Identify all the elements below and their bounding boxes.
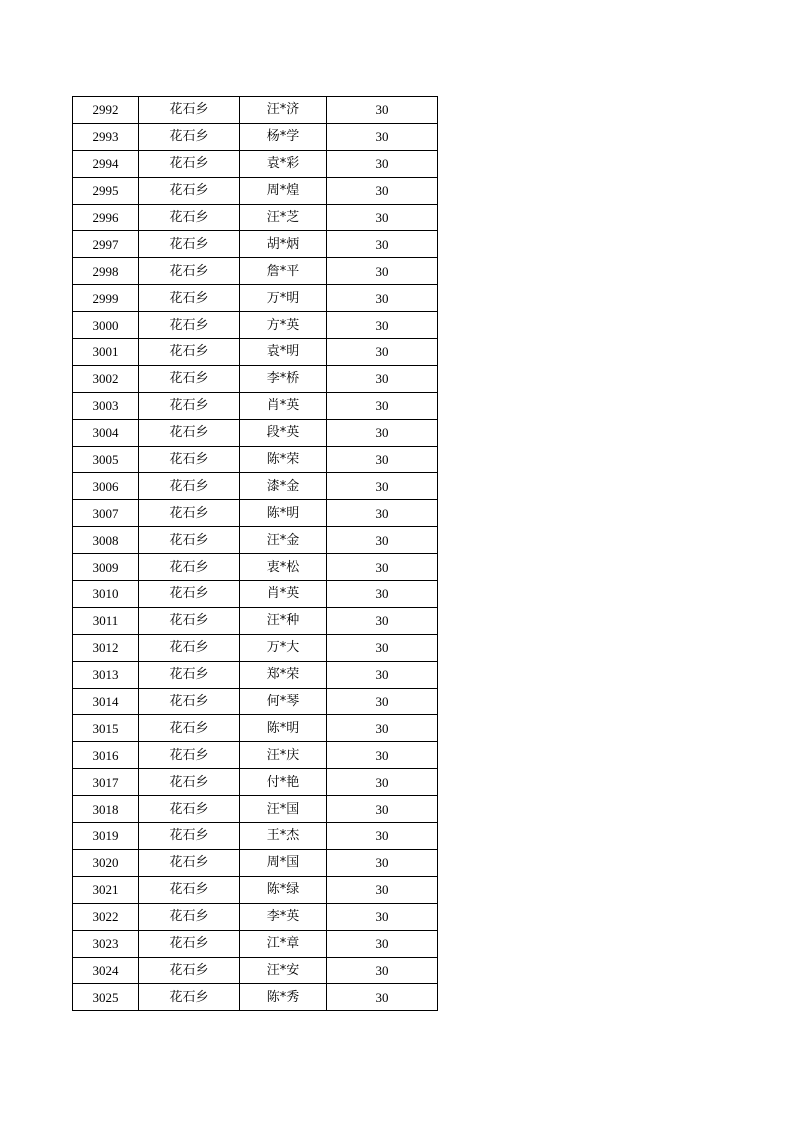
township-cell: 花石乡: [139, 876, 240, 903]
table-row: [73, 258, 438, 285]
person-name-cell: 陈*荣: [240, 446, 327, 473]
township-cell: 花石乡: [139, 419, 240, 446]
person-name-cell: 胡*炳: [240, 231, 327, 258]
table-row: [73, 312, 438, 339]
serial-number-cell: 3021: [73, 876, 139, 903]
person-name-cell: 杨*学: [240, 123, 327, 150]
person-name-cell: 陈*明: [240, 715, 327, 742]
person-name-cell: 方*英: [240, 312, 327, 339]
amount-cell: 30: [327, 876, 438, 903]
person-name-cell: 郑*荣: [240, 661, 327, 688]
amount-cell: 30: [327, 231, 438, 258]
amount-cell: 30: [327, 419, 438, 446]
township-cell: 花石乡: [139, 554, 240, 581]
serial-number-cell: 3024: [73, 957, 139, 984]
serial-number-cell: 2992: [73, 97, 139, 124]
table-row: [73, 419, 438, 446]
table-row: [73, 715, 438, 742]
amount-cell: 30: [327, 123, 438, 150]
serial-number-cell: 3002: [73, 365, 139, 392]
person-name-cell: 江*章: [240, 930, 327, 957]
roster-table: [72, 96, 438, 1011]
serial-number-cell: 3019: [73, 823, 139, 850]
amount-cell: 30: [327, 285, 438, 312]
amount-cell: 30: [327, 769, 438, 796]
table-row: [73, 688, 438, 715]
person-name-cell: 袁*彩: [240, 150, 327, 177]
township-cell: 花石乡: [139, 392, 240, 419]
serial-number-cell: 2995: [73, 177, 139, 204]
table-row: [73, 796, 438, 823]
serial-number-cell: 3016: [73, 742, 139, 769]
serial-number-cell: 3005: [73, 446, 139, 473]
person-name-cell: 周*煌: [240, 177, 327, 204]
serial-number-cell: 3013: [73, 661, 139, 688]
township-cell: 花石乡: [139, 312, 240, 339]
person-name-cell: 衷*松: [240, 554, 327, 581]
township-cell: 花石乡: [139, 150, 240, 177]
township-cell: 花石乡: [139, 742, 240, 769]
person-name-cell: 李*桥: [240, 365, 327, 392]
person-name-cell: 汪*安: [240, 957, 327, 984]
person-name-cell: 陈*明: [240, 500, 327, 527]
table-row: [73, 123, 438, 150]
township-cell: 花石乡: [139, 473, 240, 500]
amount-cell: 30: [327, 957, 438, 984]
serial-number-cell: 3018: [73, 796, 139, 823]
person-name-cell: 肖*英: [240, 581, 327, 608]
serial-number-cell: 3012: [73, 634, 139, 661]
township-cell: 花石乡: [139, 661, 240, 688]
serial-number-cell: 2993: [73, 123, 139, 150]
serial-number-cell: 3023: [73, 930, 139, 957]
amount-cell: 30: [327, 607, 438, 634]
township-cell: 花石乡: [139, 527, 240, 554]
serial-number-cell: 3022: [73, 903, 139, 930]
table-row: [73, 984, 438, 1011]
person-name-cell: 付*艳: [240, 769, 327, 796]
township-cell: 花石乡: [139, 607, 240, 634]
table-row: [73, 849, 438, 876]
amount-cell: 30: [327, 392, 438, 419]
serial-number-cell: 2999: [73, 285, 139, 312]
township-cell: 花石乡: [139, 500, 240, 527]
amount-cell: 30: [327, 930, 438, 957]
table-row: [73, 876, 438, 903]
table-row: [73, 500, 438, 527]
amount-cell: 30: [327, 688, 438, 715]
table-row: [73, 634, 438, 661]
person-name-cell: 詹*平: [240, 258, 327, 285]
amount-cell: 30: [327, 500, 438, 527]
table-row: [73, 150, 438, 177]
table-row: [73, 742, 438, 769]
person-name-cell: 陈*绿: [240, 876, 327, 903]
table-row: [73, 204, 438, 231]
amount-cell: 30: [327, 339, 438, 366]
person-name-cell: 王*杰: [240, 823, 327, 850]
table-row: [73, 97, 438, 124]
person-name-cell: 李*英: [240, 903, 327, 930]
amount-cell: 30: [327, 581, 438, 608]
person-name-cell: 汪*国: [240, 796, 327, 823]
table-row: [73, 231, 438, 258]
person-name-cell: 万*大: [240, 634, 327, 661]
person-name-cell: 汪*金: [240, 527, 327, 554]
amount-cell: 30: [327, 984, 438, 1011]
table-row: [73, 446, 438, 473]
person-name-cell: 周*国: [240, 849, 327, 876]
township-cell: 花石乡: [139, 688, 240, 715]
township-cell: 花石乡: [139, 446, 240, 473]
table-row: [73, 769, 438, 796]
serial-number-cell: 3015: [73, 715, 139, 742]
township-cell: 花石乡: [139, 903, 240, 930]
amount-cell: 30: [327, 742, 438, 769]
amount-cell: 30: [327, 849, 438, 876]
serial-number-cell: 3014: [73, 688, 139, 715]
table-row: [73, 607, 438, 634]
person-name-cell: 袁*明: [240, 339, 327, 366]
table-row: [73, 581, 438, 608]
township-cell: 花石乡: [139, 769, 240, 796]
township-cell: 花石乡: [139, 823, 240, 850]
township-cell: 花石乡: [139, 796, 240, 823]
serial-number-cell: 2994: [73, 150, 139, 177]
township-cell: 花石乡: [139, 715, 240, 742]
serial-number-cell: 2996: [73, 204, 139, 231]
township-cell: 花石乡: [139, 849, 240, 876]
township-cell: 花石乡: [139, 258, 240, 285]
amount-cell: 30: [327, 177, 438, 204]
serial-number-cell: 3011: [73, 607, 139, 634]
table-row: [73, 527, 438, 554]
table-row: [73, 392, 438, 419]
township-cell: 花石乡: [139, 204, 240, 231]
township-cell: 花石乡: [139, 339, 240, 366]
amount-cell: 30: [327, 903, 438, 930]
township-cell: 花石乡: [139, 581, 240, 608]
table-row: [73, 339, 438, 366]
table-row: [73, 661, 438, 688]
amount-cell: 30: [327, 823, 438, 850]
serial-number-cell: 2998: [73, 258, 139, 285]
table-row: [73, 177, 438, 204]
person-name-cell: 漆*金: [240, 473, 327, 500]
table-row: [73, 285, 438, 312]
serial-number-cell: 3025: [73, 984, 139, 1011]
serial-number-cell: 3004: [73, 419, 139, 446]
serial-number-cell: 3000: [73, 312, 139, 339]
serial-number-cell: 3006: [73, 473, 139, 500]
person-name-cell: 汪*芝: [240, 204, 327, 231]
serial-number-cell: 3008: [73, 527, 139, 554]
table-row: [73, 365, 438, 392]
serial-number-cell: 3001: [73, 339, 139, 366]
amount-cell: 30: [327, 473, 438, 500]
serial-number-cell: 3007: [73, 500, 139, 527]
serial-number-cell: 2997: [73, 231, 139, 258]
person-name-cell: 何*琴: [240, 688, 327, 715]
table-row: [73, 957, 438, 984]
table-row: [73, 823, 438, 850]
person-name-cell: 陈*秀: [240, 984, 327, 1011]
person-name-cell: 汪*济: [240, 97, 327, 124]
amount-cell: 30: [327, 796, 438, 823]
amount-cell: 30: [327, 204, 438, 231]
amount-cell: 30: [327, 554, 438, 581]
township-cell: 花石乡: [139, 930, 240, 957]
township-cell: 花石乡: [139, 984, 240, 1011]
amount-cell: 30: [327, 661, 438, 688]
amount-cell: 30: [327, 150, 438, 177]
serial-number-cell: 3017: [73, 769, 139, 796]
amount-cell: 30: [327, 258, 438, 285]
township-cell: 花石乡: [139, 365, 240, 392]
amount-cell: 30: [327, 312, 438, 339]
person-name-cell: 肖*英: [240, 392, 327, 419]
person-name-cell: 万*明: [240, 285, 327, 312]
amount-cell: 30: [327, 527, 438, 554]
table-row: [73, 930, 438, 957]
amount-cell: 30: [327, 446, 438, 473]
township-cell: 花石乡: [139, 957, 240, 984]
township-cell: 花石乡: [139, 231, 240, 258]
township-cell: 花石乡: [139, 634, 240, 661]
serial-number-cell: 3009: [73, 554, 139, 581]
amount-cell: 30: [327, 97, 438, 124]
table-row: [73, 903, 438, 930]
roster-table-body: [73, 97, 438, 1011]
serial-number-cell: 3020: [73, 849, 139, 876]
person-name-cell: 汪*种: [240, 607, 327, 634]
amount-cell: 30: [327, 365, 438, 392]
amount-cell: 30: [327, 715, 438, 742]
township-cell: 花石乡: [139, 177, 240, 204]
person-name-cell: 段*英: [240, 419, 327, 446]
amount-cell: 30: [327, 634, 438, 661]
township-cell: 花石乡: [139, 285, 240, 312]
serial-number-cell: 3003: [73, 392, 139, 419]
serial-number-cell: 3010: [73, 581, 139, 608]
person-name-cell: 汪*庆: [240, 742, 327, 769]
table-row: [73, 554, 438, 581]
township-cell: 花石乡: [139, 97, 240, 124]
table-row: [73, 473, 438, 500]
township-cell: 花石乡: [139, 123, 240, 150]
